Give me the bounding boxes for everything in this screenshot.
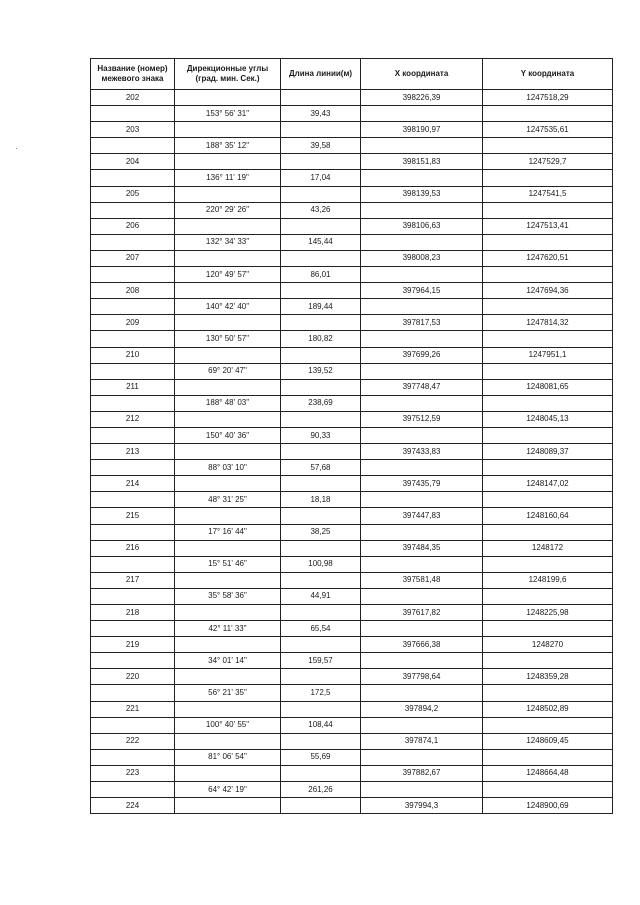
mark-name-cell [91,299,175,315]
table-row [91,122,613,138]
mark-name-cell: 224 [91,798,175,814]
line-length-cell [281,637,361,653]
direction-angle-cell [175,218,281,234]
table-row [91,556,613,572]
table-row [91,379,613,395]
line-length-cell: 44,91 [281,588,361,604]
table-row [91,749,613,765]
x-coordinate-cell [361,299,483,315]
table-row [91,363,613,379]
direction-angle-cell [175,444,281,460]
line-length-cell: 238,69 [281,395,361,411]
line-length-cell: 57,68 [281,460,361,476]
table-row [91,701,613,717]
direction-angle-cell [175,669,281,685]
line-length-cell [281,765,361,781]
table-row [91,621,613,637]
y-coordinate-cell: 1248359,28 [483,669,613,685]
line-length-cell [281,540,361,556]
y-coordinate-cell [483,717,613,733]
table-row [91,476,613,492]
mark-name-cell: 222 [91,733,175,749]
x-coordinate-cell: 398008,23 [361,250,483,266]
table-header-row [91,59,613,90]
y-coordinate-cell: 1247535,61 [483,122,613,138]
table-row [91,347,613,363]
x-coordinate-cell [361,717,483,733]
line-length-cell: 65,54 [281,621,361,637]
y-coordinate-cell [483,299,613,315]
x-coordinate-cell: 397882,67 [361,765,483,781]
direction-angle-cell: 188° 35' 12" [175,138,281,154]
x-coordinate-cell [361,395,483,411]
y-coordinate-cell [483,170,613,186]
line-length-cell [281,154,361,170]
mark-name-cell [91,588,175,604]
line-length-cell [281,122,361,138]
y-coordinate-cell [483,395,613,411]
y-coordinate-cell: 1248270 [483,637,613,653]
line-length-cell: 172,5 [281,685,361,701]
y-coordinate-cell: 1247518,29 [483,90,613,106]
line-length-cell [281,347,361,363]
table-row [91,315,613,331]
x-coordinate-cell [361,331,483,347]
direction-angle-cell [175,186,281,202]
direction-angle-cell: 56° 21' 35" [175,685,281,701]
y-coordinate-cell [483,685,613,701]
line-length-cell: 39,58 [281,138,361,154]
mark-name-cell: 223 [91,765,175,781]
mark-name-cell [91,331,175,347]
line-length-cell: 189,44 [281,299,361,315]
mark-name-cell [91,524,175,540]
line-length-cell [281,733,361,749]
x-coordinate-cell [361,460,483,476]
direction-angle-cell [175,122,281,138]
y-coordinate-cell [483,267,613,283]
y-coordinate-cell [483,588,613,604]
mark-name-cell: 217 [91,572,175,588]
x-coordinate-cell: 397617,82 [361,605,483,621]
mark-name-cell: 213 [91,444,175,460]
line-length-cell: 108,44 [281,717,361,733]
x-coordinate-cell: 397994,3 [361,798,483,814]
direction-angle-cell [175,540,281,556]
y-coordinate-cell [483,138,613,154]
direction-angle-cell [175,508,281,524]
mark-name-cell: 207 [91,250,175,266]
mark-name-cell: 214 [91,476,175,492]
x-coordinate-cell [361,749,483,765]
x-coordinate-cell: 397581,48 [361,572,483,588]
mark-name-cell [91,717,175,733]
mark-name-cell [91,170,175,186]
direction-angle-cell: 220° 29' 26" [175,202,281,218]
y-coordinate-cell [483,106,613,122]
mark-name-cell: 206 [91,218,175,234]
y-coordinate-cell [483,331,613,347]
line-length-cell [281,572,361,588]
table-row [91,90,613,106]
mark-name-cell: 218 [91,605,175,621]
line-length-cell [281,218,361,234]
table-row [91,250,613,266]
mark-name-cell: 204 [91,154,175,170]
table-row [91,717,613,733]
table-row [91,395,613,411]
y-coordinate-cell: 1248147,02 [483,476,613,492]
direction-angle-cell: 34° 01' 14" [175,653,281,669]
y-coordinate-cell: 1247541,5 [483,186,613,202]
line-length-cell [281,508,361,524]
direction-angle-cell [175,283,281,299]
mark-name-cell: 212 [91,411,175,427]
line-length-cell: 38,25 [281,524,361,540]
x-coordinate-cell: 397874,1 [361,733,483,749]
line-length-cell [281,701,361,717]
line-length-cell [281,444,361,460]
line-length-cell [281,476,361,492]
mark-name-cell [91,202,175,218]
header-y-coordinate: Y координата [483,59,613,90]
table-row [91,154,613,170]
direction-angle-cell [175,90,281,106]
table-row [91,106,613,122]
direction-angle-cell: 153° 56' 31" [175,106,281,122]
mark-name-cell [91,749,175,765]
table-row [91,669,613,685]
y-coordinate-cell: 1247951,1 [483,347,613,363]
y-coordinate-cell: 1247694,36 [483,283,613,299]
mark-name-cell [91,782,175,798]
y-coordinate-cell [483,653,613,669]
y-coordinate-cell [483,782,613,798]
mark-name-cell [91,234,175,250]
y-coordinate-cell: 1248199,6 [483,572,613,588]
line-length-cell [281,315,361,331]
table-row [91,202,613,218]
mark-name-cell: 219 [91,637,175,653]
y-coordinate-cell: 1248900,69 [483,798,613,814]
mark-name-cell [91,363,175,379]
mark-name-cell [91,621,175,637]
line-length-cell: 159,57 [281,653,361,669]
x-coordinate-cell [361,492,483,508]
y-coordinate-cell: 1247814,32 [483,315,613,331]
line-length-cell [281,379,361,395]
line-length-cell: 86,01 [281,267,361,283]
x-coordinate-cell [361,524,483,540]
y-coordinate-cell: 1248089,37 [483,444,613,460]
x-coordinate-cell [361,427,483,443]
table-row [91,186,613,202]
mark-name-cell [91,556,175,572]
mark-name-cell [91,492,175,508]
line-length-cell: 145,44 [281,234,361,250]
direction-angle-cell [175,798,281,814]
x-coordinate-cell: 397699,26 [361,347,483,363]
table-row [91,138,613,154]
mark-name-cell [91,395,175,411]
x-coordinate-cell: 398226,39 [361,90,483,106]
y-coordinate-cell [483,524,613,540]
mark-name-cell: 208 [91,283,175,299]
table-row [91,427,613,443]
line-length-cell [281,90,361,106]
x-coordinate-cell [361,138,483,154]
mark-name-cell [91,267,175,283]
direction-angle-cell: 64° 42' 19" [175,782,281,798]
mark-name-cell [91,427,175,443]
x-coordinate-cell [361,782,483,798]
mark-name-cell: 202 [91,90,175,106]
x-coordinate-cell: 397666,38 [361,637,483,653]
y-coordinate-cell [483,363,613,379]
line-length-cell: 100,98 [281,556,361,572]
direction-angle-cell: 132° 34' 33" [175,234,281,250]
line-length-cell [281,283,361,299]
table-row [91,411,613,427]
line-length-cell: 90,33 [281,427,361,443]
y-coordinate-cell: 1248609,45 [483,733,613,749]
direction-angle-cell: 120° 49' 57" [175,267,281,283]
table-body [91,90,613,814]
line-length-cell [281,250,361,266]
x-coordinate-cell [361,202,483,218]
x-coordinate-cell: 397748,47 [361,379,483,395]
table-row [91,331,613,347]
x-coordinate-cell: 397484,35 [361,540,483,556]
table-row [91,733,613,749]
header-x-coordinate: X координата [361,59,483,90]
direction-angle-cell: 69° 20' 47" [175,363,281,379]
x-coordinate-cell [361,106,483,122]
x-coordinate-cell: 398139,53 [361,186,483,202]
table-row [91,218,613,234]
mark-name-cell [91,653,175,669]
table-row [91,765,613,781]
table-row [91,637,613,653]
direction-angle-cell [175,701,281,717]
boundary-marks-table [90,58,613,814]
direction-angle-cell [175,379,281,395]
mark-name-cell [91,138,175,154]
x-coordinate-cell: 397964,15 [361,283,483,299]
header-line-length: Длина линии(м) [281,59,361,90]
y-coordinate-cell: 1247529,7 [483,154,613,170]
line-length-cell: 261,26 [281,782,361,798]
x-coordinate-cell [361,170,483,186]
line-length-cell: 18,18 [281,492,361,508]
table-row [91,508,613,524]
table-row [91,653,613,669]
table-row [91,798,613,814]
x-coordinate-cell: 397447,83 [361,508,483,524]
y-coordinate-cell [483,621,613,637]
line-length-cell: 17,04 [281,170,361,186]
direction-angle-cell [175,605,281,621]
table-row [91,685,613,701]
table-row [91,540,613,556]
line-length-cell [281,669,361,685]
y-coordinate-cell [483,556,613,572]
line-length-cell: 139,52 [281,363,361,379]
line-length-cell: 55,69 [281,749,361,765]
line-length-cell: 43,26 [281,202,361,218]
table-row [91,524,613,540]
line-length-cell: 39,43 [281,106,361,122]
mark-name-cell [91,106,175,122]
y-coordinate-cell [483,234,613,250]
y-coordinate-cell [483,460,613,476]
table-row [91,267,613,283]
mark-name-cell: 221 [91,701,175,717]
line-length-cell [281,186,361,202]
x-coordinate-cell: 397894,2 [361,701,483,717]
line-length-cell [281,605,361,621]
direction-angle-cell [175,315,281,331]
direction-angle-cell: 130° 50' 57" [175,331,281,347]
x-coordinate-cell [361,653,483,669]
mark-name-cell: 210 [91,347,175,363]
direction-angle-cell: 17° 16' 44" [175,524,281,540]
table-row [91,234,613,250]
table-row [91,572,613,588]
x-coordinate-cell: 397512,59 [361,411,483,427]
table-row [91,588,613,604]
direction-angle-cell: 81° 06' 54" [175,749,281,765]
mark-name-cell [91,685,175,701]
y-coordinate-cell [483,492,613,508]
direction-angle-cell [175,765,281,781]
direction-angle-cell: 140° 42' 40" [175,299,281,315]
x-coordinate-cell: 397817,53 [361,315,483,331]
y-coordinate-cell [483,749,613,765]
direction-angle-cell [175,476,281,492]
line-length-cell [281,411,361,427]
direction-angle-cell [175,250,281,266]
x-coordinate-cell [361,556,483,572]
y-coordinate-cell: 1248160,64 [483,508,613,524]
direction-angle-cell: 15° 51' 46" [175,556,281,572]
scan-artifact-dot [16,148,17,149]
x-coordinate-cell [361,267,483,283]
direction-angle-cell [175,411,281,427]
mark-name-cell [91,460,175,476]
line-length-cell: 180,82 [281,331,361,347]
direction-angle-cell: 48° 31' 25" [175,492,281,508]
direction-angle-cell [175,154,281,170]
table-row [91,782,613,798]
y-coordinate-cell: 1247620,51 [483,250,613,266]
y-coordinate-cell: 1248225,98 [483,605,613,621]
table-row [91,605,613,621]
x-coordinate-cell: 397435,79 [361,476,483,492]
x-coordinate-cell: 398190,97 [361,122,483,138]
direction-angle-cell: 88° 03' 10" [175,460,281,476]
mark-name-cell: 220 [91,669,175,685]
x-coordinate-cell: 397433,83 [361,444,483,460]
mark-name-cell: 205 [91,186,175,202]
y-coordinate-cell: 1248045,13 [483,411,613,427]
direction-angle-cell: 35° 58' 36" [175,588,281,604]
y-coordinate-cell: 1248664,48 [483,765,613,781]
table-row [91,283,613,299]
direction-angle-cell: 150° 40' 36" [175,427,281,443]
mark-name-cell: 216 [91,540,175,556]
x-coordinate-cell: 398106,63 [361,218,483,234]
direction-angle-cell: 136° 11' 19" [175,170,281,186]
y-coordinate-cell: 1248081,65 [483,379,613,395]
mark-name-cell: 215 [91,508,175,524]
direction-angle-cell [175,637,281,653]
table-row [91,460,613,476]
y-coordinate-cell: 1248502,89 [483,701,613,717]
direction-angle-cell [175,733,281,749]
mark-name-cell: 209 [91,315,175,331]
x-coordinate-cell [361,234,483,250]
x-coordinate-cell: 398151,83 [361,154,483,170]
direction-angle-cell [175,572,281,588]
header-direction-angle: Дирекционные углы (град. мин. Сек.) [175,59,281,90]
x-coordinate-cell [361,588,483,604]
x-coordinate-cell [361,621,483,637]
table-row [91,444,613,460]
direction-angle-cell: 188° 48' 03" [175,395,281,411]
direction-angle-cell: 42° 11' 33" [175,621,281,637]
y-coordinate-cell [483,202,613,218]
x-coordinate-cell: 397798,64 [361,669,483,685]
table-row [91,299,613,315]
table-row [91,492,613,508]
mark-name-cell: 211 [91,379,175,395]
y-coordinate-cell: 1248172 [483,540,613,556]
x-coordinate-cell [361,685,483,701]
line-length-cell [281,798,361,814]
y-coordinate-cell [483,427,613,443]
direction-angle-cell: 100° 40' 55" [175,717,281,733]
y-coordinate-cell: 1247513,41 [483,218,613,234]
x-coordinate-cell [361,363,483,379]
table-row [91,170,613,186]
mark-name-cell: 203 [91,122,175,138]
direction-angle-cell [175,347,281,363]
header-mark-name: Название (номер) межевого знака [91,59,175,90]
